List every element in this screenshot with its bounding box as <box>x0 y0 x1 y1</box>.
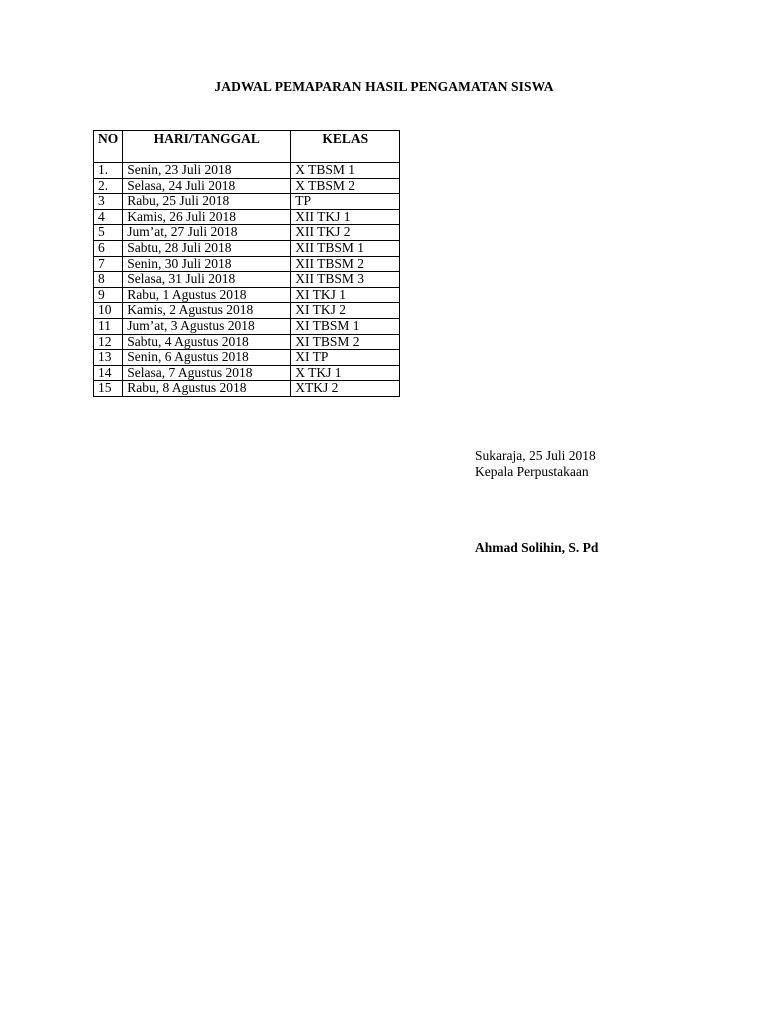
cell-kelas: X TBSM 2 <box>291 178 400 194</box>
table-row <box>94 256 400 272</box>
cell-kelas: XII TBSM 3 <box>291 272 400 288</box>
table-row <box>94 318 400 334</box>
table-row <box>94 334 400 350</box>
cell-kelas: XI TP <box>291 350 400 366</box>
cell-no: 1. <box>94 163 123 179</box>
cell-kelas: XI TBSM 1 <box>291 318 400 334</box>
cell-kelas: TP <box>291 194 400 210</box>
cell-no: 13 <box>94 350 123 366</box>
cell-kelas: X TBSM 1 <box>291 163 400 179</box>
header-no: NO <box>94 131 123 163</box>
table-row <box>94 240 400 256</box>
cell-kelas: X TKJ 1 <box>291 365 400 381</box>
cell-day: Sabtu, 28 Juli 2018 <box>123 240 291 256</box>
signature-position: Kepala Perpustakaan <box>475 464 589 479</box>
header-day: HARI/TANGGAL <box>123 131 291 163</box>
cell-day: Senin, 6 Agustus 2018 <box>123 350 291 366</box>
cell-day: Rabu, 1 Agustus 2018 <box>123 287 291 303</box>
table-row <box>94 194 400 210</box>
signer-name: Ahmad Solihin, S. Pd <box>475 540 599 555</box>
signature-place-date: Sukaraja, 25 Juli 2018 <box>475 448 596 463</box>
cell-day: Kamis, 26 Juli 2018 <box>123 209 291 225</box>
cell-day: Jum’at, 27 Juli 2018 <box>123 225 291 241</box>
table-body <box>94 163 400 397</box>
cell-no: 14 <box>94 365 123 381</box>
cell-no: 3 <box>94 194 123 210</box>
cell-no: 8 <box>94 272 123 288</box>
cell-day: Rabu, 8 Agustus 2018 <box>123 381 291 397</box>
cell-kelas: XI TBSM 2 <box>291 334 400 350</box>
cell-no: 4 <box>94 209 123 225</box>
cell-kelas: XI TKJ 2 <box>291 303 400 319</box>
signature-block <box>475 448 596 480</box>
cell-day: Selasa, 31 Juli 2018 <box>123 272 291 288</box>
cell-no: 7 <box>94 256 123 272</box>
cell-no: 2. <box>94 178 123 194</box>
table-row <box>94 178 400 194</box>
cell-kelas: XII TBSM 2 <box>291 256 400 272</box>
table-row <box>94 225 400 241</box>
cell-day: Jum’at, 3 Agustus 2018 <box>123 318 291 334</box>
table-row <box>94 303 400 319</box>
cell-day: Sabtu, 4 Agustus 2018 <box>123 334 291 350</box>
cell-no: 5 <box>94 225 123 241</box>
cell-day: Rabu, 25 Juli 2018 <box>123 194 291 210</box>
cell-no: 10 <box>94 303 123 319</box>
cell-no: 11 <box>94 318 123 334</box>
table-row <box>94 209 400 225</box>
document-title: JADWAL PEMAPARAN HASIL PENGAMATAN SISWA <box>214 79 554 94</box>
cell-day: Kamis, 2 Agustus 2018 <box>123 303 291 319</box>
cell-no: 6 <box>94 240 123 256</box>
table-row <box>94 381 400 397</box>
cell-day: Senin, 30 Juli 2018 <box>123 256 291 272</box>
cell-day: Selasa, 24 Juli 2018 <box>123 178 291 194</box>
table-row <box>94 287 400 303</box>
table-row <box>94 163 400 179</box>
cell-no: 12 <box>94 334 123 350</box>
cell-kelas: XTKJ 2 <box>291 381 400 397</box>
header-kelas: KELAS <box>291 131 400 163</box>
cell-day: Selasa, 7 Agustus 2018 <box>123 365 291 381</box>
table-header-row <box>94 131 400 163</box>
schedule-table <box>93 130 400 397</box>
cell-no: 15 <box>94 381 123 397</box>
cell-kelas: XII TBSM 1 <box>291 240 400 256</box>
cell-day: Senin, 23 Juli 2018 <box>123 163 291 179</box>
table-row <box>94 272 400 288</box>
table-row <box>94 350 400 366</box>
cell-kelas: XII TKJ 2 <box>291 225 400 241</box>
cell-no: 9 <box>94 287 123 303</box>
cell-kelas: XII TKJ 1 <box>291 209 400 225</box>
table-row <box>94 365 400 381</box>
cell-kelas: XI TKJ 1 <box>291 287 400 303</box>
